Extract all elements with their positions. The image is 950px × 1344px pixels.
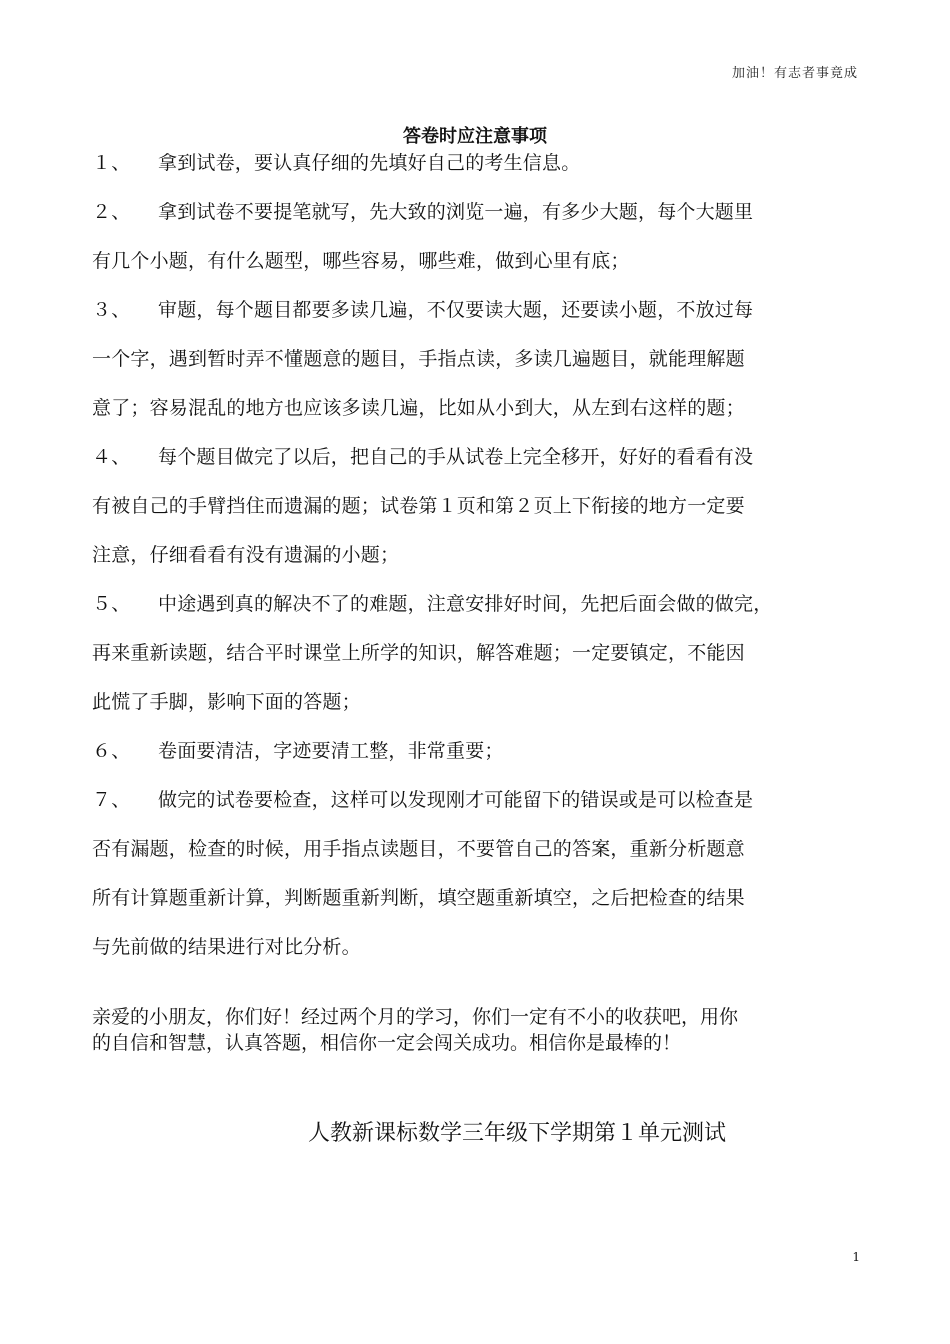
note-text: 每个题目做完了以后，把自己的手从试卷上完全移开，好好的看看有没 bbox=[158, 446, 754, 468]
note-number: ５、 bbox=[92, 593, 131, 615]
note-text: 拿到试卷，要认真仔细的先填好自己的考生信息。 bbox=[158, 152, 581, 174]
note-text: 卷面要清洁，字迹要清工整，非常重要； bbox=[158, 740, 504, 762]
note-line bbox=[92, 882, 872, 931]
test-title: 人教新课标数学三年级下学期第１单元测试 bbox=[308, 1121, 727, 1146]
encouragement-line: 的自信和智慧，认真答题，相信你一定会闯关成功。相信你是最棒的！ bbox=[92, 1032, 682, 1054]
note-line bbox=[92, 196, 872, 245]
note-text: 此慌了手脚，影响下面的答题； bbox=[92, 691, 361, 713]
note-line bbox=[92, 490, 872, 539]
note-text: 再来重新读题，结合平时课堂上所学的知识，解答难题；一定要镇定，不能因 bbox=[92, 642, 745, 664]
header-motto: 加油！有志者事竟成 bbox=[731, 66, 858, 81]
note-line bbox=[92, 588, 872, 637]
encouragement-paragraph bbox=[92, 1004, 872, 1056]
note-text: 中途遇到真的解决不了的难题，注意安排好时间，先把后面会做的做完， bbox=[158, 593, 773, 615]
note-line bbox=[92, 637, 872, 686]
note-number: ６、 bbox=[92, 740, 131, 762]
note-text: 意了；容易混乱的地方也应该多读几遍，比如从小到大，从左到右这样的题； bbox=[92, 397, 745, 419]
note-line bbox=[92, 343, 872, 392]
note-line bbox=[92, 245, 872, 294]
note-text: 与先前做的结果进行对比分析。 bbox=[92, 936, 361, 958]
note-text: 有几个小题，有什么题型，哪些容易，哪些难，做到心里有底； bbox=[92, 250, 630, 272]
page-number: 1 bbox=[852, 1250, 860, 1264]
notes-list bbox=[92, 147, 872, 980]
page-title: 答卷时应注意事项 bbox=[403, 126, 547, 147]
note-number: ３、 bbox=[92, 299, 131, 321]
encouragement-line: 亲爱的小朋友，你们好！经过两个月的学习，你们一定有不小的收获吧，用你 bbox=[92, 1006, 739, 1028]
note-text: 审题，每个题目都要多读几遍，不仅要读大题，还要读小题，不放过每 bbox=[158, 299, 754, 321]
note-line bbox=[92, 441, 872, 490]
note-number: １、 bbox=[92, 152, 131, 174]
note-line bbox=[92, 539, 872, 588]
note-line bbox=[92, 294, 872, 343]
note-text: 所有计算题重新计算，判断题重新判断，填空题重新填空，之后把检查的结果 bbox=[92, 887, 745, 909]
note-text: 拿到试卷不要提笔就写，先大致的浏览一遍，有多少大题，每个大题里 bbox=[158, 201, 754, 223]
note-line bbox=[92, 931, 872, 980]
note-text: 注意，仔细看看有没有遗漏的小题； bbox=[92, 544, 400, 566]
note-line bbox=[92, 147, 872, 196]
note-line bbox=[92, 735, 872, 784]
note-line bbox=[92, 784, 872, 833]
note-text: 一个字，遇到暂时弄不懂题意的题目，手指点读，多读几遍题目，就能理解题 bbox=[92, 348, 745, 370]
note-number: ４、 bbox=[92, 446, 131, 468]
note-line bbox=[92, 686, 872, 735]
note-text: 否有漏题，检查的时候，用手指点读题目，不要管自己的答案，重新分析题意 bbox=[92, 838, 745, 860]
note-line bbox=[92, 833, 872, 882]
note-number: ７、 bbox=[92, 789, 131, 811]
note-line bbox=[92, 392, 872, 441]
note-number: ２、 bbox=[92, 201, 131, 223]
note-text: 做完的试卷要检查，这样可以发现刚才可能留下的错误或是可以检查是 bbox=[158, 789, 754, 811]
note-text: 有被自己的手臂挡住而遗漏的题；试卷第１页和第２页上下衔接的地方一定要 bbox=[92, 495, 745, 517]
